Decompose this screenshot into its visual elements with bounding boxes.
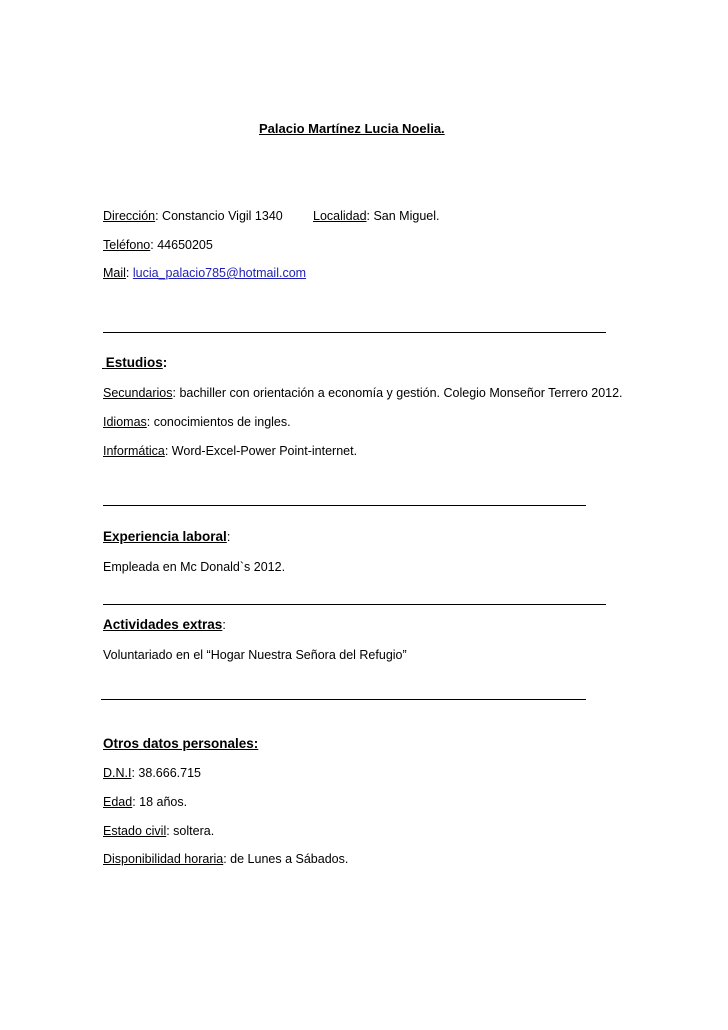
civil-status-line — [103, 824, 214, 838]
experience-heading-suffix: : — [226, 530, 231, 544]
languages-value: : conocimientos de ingles. — [146, 415, 291, 429]
extras-heading: Actividades extras — [103, 617, 223, 632]
experience-item: Empleada en Mc Donald`s 2012. — [103, 560, 286, 574]
section-heading-extras — [103, 617, 226, 632]
it-skills-label: Informática — [103, 444, 165, 458]
languages-label: Idiomas — [103, 415, 147, 429]
availability-label: Disponibilidad horaria — [103, 852, 224, 866]
it-skills-line — [103, 444, 357, 458]
secondary-value: : bachiller con orientación a economía y gestión. Colegio Monseñor Terrero 2012. — [172, 386, 623, 400]
locality-line — [313, 209, 439, 223]
divider — [103, 332, 606, 333]
address-label: Dirección — [103, 209, 156, 223]
mail-separator: : — [125, 266, 133, 280]
address-line — [103, 209, 283, 223]
availability-line — [103, 852, 348, 866]
languages-line — [103, 415, 291, 429]
civil-status-label: Estado civil — [103, 824, 167, 838]
address-value: : Constancio Vigil 1340 — [155, 209, 283, 223]
phone-line — [103, 238, 213, 252]
education-heading-suffix: : — [162, 355, 168, 370]
extras-item: Voluntariado en el “Hogar Nuestra Señora del Refugio” — [103, 648, 407, 662]
secondary-line — [103, 386, 623, 400]
secondary-label: Secundarios — [103, 386, 173, 400]
mail-line — [103, 266, 306, 280]
extras-heading-suffix: : — [222, 618, 226, 632]
availability-value: : de Lunes a Sábados. — [223, 852, 349, 866]
locality-label: Localidad — [313, 209, 367, 223]
divider — [101, 699, 586, 700]
civil-status-value: : soltera. — [166, 824, 215, 838]
age-line — [103, 795, 187, 809]
mail-label: Mail — [103, 266, 126, 280]
dni-label: D.N.I — [103, 766, 132, 780]
divider — [103, 505, 586, 506]
divider — [103, 604, 606, 605]
section-heading-education — [102, 355, 167, 370]
dni-value: : 38.666.715 — [131, 766, 201, 780]
age-value: : 18 años. — [132, 795, 188, 809]
age-label: Edad — [103, 795, 133, 809]
page-title: Palacio Martínez Lucia Noelia. — [259, 121, 445, 136]
section-heading-personal: Otros datos personales: — [103, 736, 259, 751]
dni-line — [103, 766, 201, 780]
phone-value: : 44650205 — [150, 238, 213, 252]
phone-label: Teléfono — [103, 238, 151, 252]
education-heading: Estudios — [105, 355, 163, 370]
section-heading-experience — [103, 529, 230, 544]
it-skills-value: : Word-Excel-Power Point-internet. — [164, 444, 358, 458]
experience-heading: Experiencia laboral — [103, 529, 227, 544]
mail-link[interactable]: lucia_palacio785@hotmail.com — [132, 266, 307, 280]
locality-value: : San Miguel. — [366, 209, 440, 223]
